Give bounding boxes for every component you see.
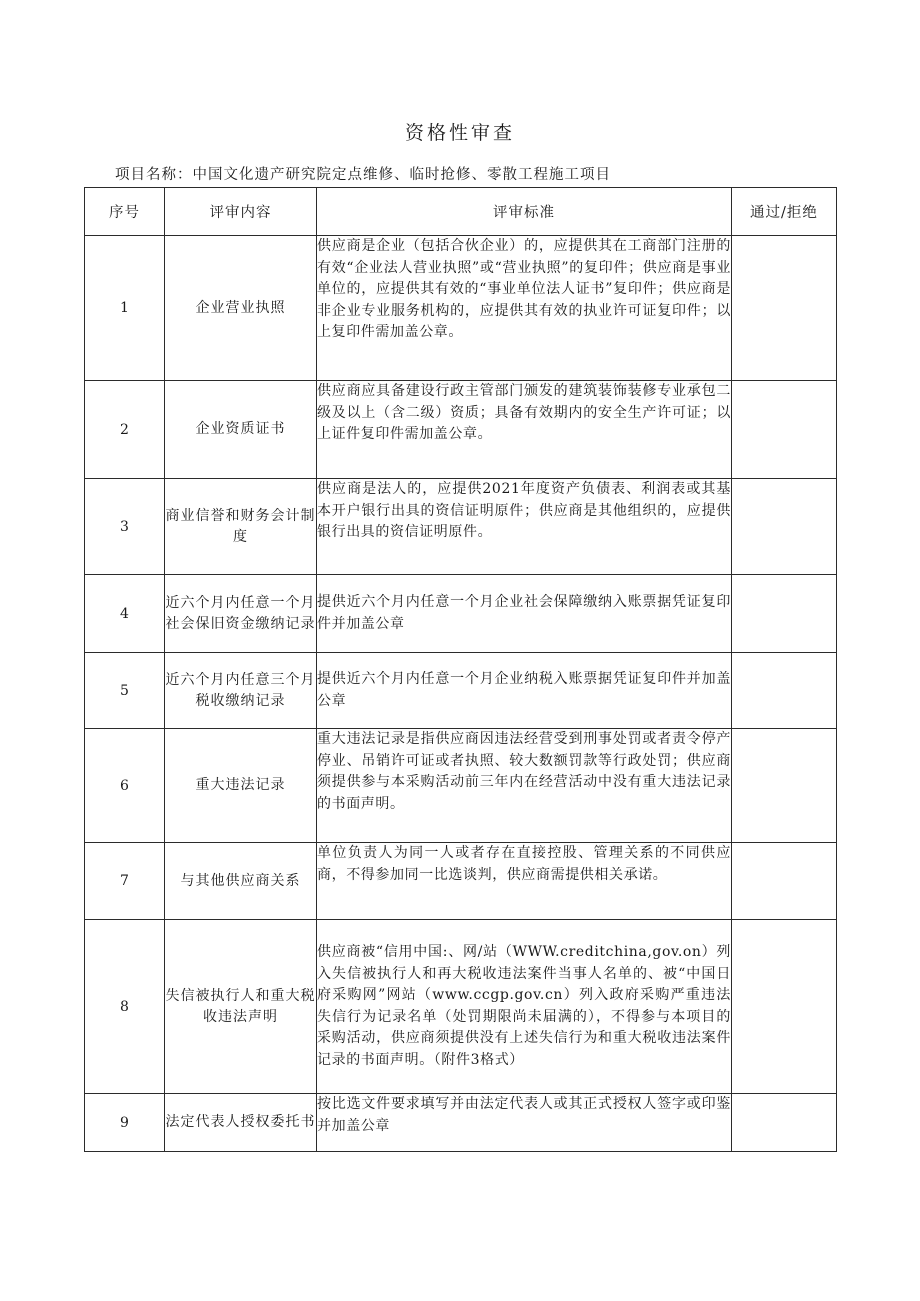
row-standard: 供应商是企业（包括合伙企业）的，应提供其在工商部门注册的有效“企业法人营业执照”或“营业执照”的复印件；供应商是事业单位的，应提供其有效的“事业单位法人证书”复印件；供应商是非企业专业服务机构的，应提供其有效的执业许可证复印件；以上复印件需加盖公章。	[317, 236, 732, 381]
row-result-cell[interactable]	[732, 920, 837, 1094]
row-result-cell[interactable]	[732, 653, 837, 729]
table-row	[85, 236, 837, 381]
row-result-cell[interactable]	[732, 729, 837, 843]
header-no: 序号	[85, 188, 165, 236]
table-row	[85, 381, 837, 479]
row-standard: 供应商是法人的，应提供2021年度资产负债表、利润表或其基本开户银行出具的资信证明原件；供应商是其他组织的，应提供银行出具的资信证明原件。	[317, 479, 732, 575]
row-content: 与其他供应商关系	[165, 843, 317, 920]
row-content: 企业资质证书	[165, 381, 317, 479]
table-row	[85, 653, 837, 729]
row-content: 失信被执行人和重大税收违法声明	[165, 920, 317, 1094]
project-name-line: 项目名称：中国文化遗产研究院定点维修、临时抢修、零散工程施工项目	[115, 167, 611, 183]
row-standard: 提供近六个月内任意一个月企业纳税入账票据凭证复印件并加盖公章	[317, 653, 732, 729]
row-no: 7	[85, 843, 165, 920]
row-result-cell[interactable]	[732, 381, 837, 479]
row-content: 企业营业执照	[165, 236, 317, 381]
row-standard: 提供近六个月内任意一个月企业社会保障缴纳入账票据凭证复印件并加盖公章	[317, 575, 732, 653]
row-no: 1	[85, 236, 165, 381]
qualification-review-table	[84, 187, 837, 1152]
row-content: 近六个月内任意三个月税收缴纳记录	[165, 653, 317, 729]
table-row	[85, 575, 837, 653]
row-content: 近六个月内任意一个月社会保旧资金缴纳记录	[165, 575, 317, 653]
row-result-cell[interactable]	[732, 236, 837, 381]
row-result-cell[interactable]	[732, 843, 837, 920]
row-no: 4	[85, 575, 165, 653]
table-row	[85, 843, 837, 920]
row-standard: 供应商应具备建设行政主管部门颁发的建筑装饰装修专业承包二级及以上（含二级）资质；具备有效期内的安全生产许可证；以上证件复印件需加盖公章。	[317, 381, 732, 479]
row-standard: 按比选文件要求填写并由法定代表人或其正式授权人签字或印鉴并加盖公章	[317, 1094, 732, 1152]
header-standard: 评审标准	[317, 188, 732, 236]
table-row	[85, 729, 837, 843]
row-content: 重大违法记录	[165, 729, 317, 843]
table-header-row	[85, 188, 837, 236]
table-row	[85, 479, 837, 575]
row-no: 9	[85, 1094, 165, 1152]
header-content: 评审内容	[165, 188, 317, 236]
row-no: 6	[85, 729, 165, 843]
row-no: 2	[85, 381, 165, 479]
row-result-cell[interactable]	[732, 479, 837, 575]
row-no: 3	[85, 479, 165, 575]
header-result: 通过/拒绝	[732, 188, 837, 236]
table-row	[85, 1094, 837, 1152]
row-result-cell[interactable]	[732, 575, 837, 653]
row-standard: 重大违法记录是指供应商因违法经营受到刑事处罚或者责令停产停业、吊销许可证或者执照、较大数额罚款等行政处罚；供应商须提供参与本采购活动前三年内在经营活动中没有重大违法记录的书面声明。	[317, 729, 732, 843]
row-no: 8	[85, 920, 165, 1094]
row-content: 法定代表人授权委托书	[165, 1094, 317, 1152]
table-row	[85, 920, 837, 1094]
row-result-cell[interactable]	[732, 1094, 837, 1152]
row-standard: 供应商被“信用中国:、网/站（WWW.creditchina,gov.on）列入失信被执行人和再大税收违法案件当事人名单的、被“中国日府采购网”网站（www.ccgp.gov.cn）列入政府采购严重违法失信行为记录名单（处罚期限尚未届满的），不得参与本项目的采购活动，供应商须提供没有上述失信行为和重大税收违法案件记录的书面声明。（附件3格式）	[317, 920, 732, 1094]
row-no: 5	[85, 653, 165, 729]
row-content: 商业信誉和财务会计制度	[165, 479, 317, 575]
page-title: 资格性审查	[404, 122, 515, 144]
row-standard: 单位负责人为同一人或者存在直接控股、管理关系的不同供应商，不得参加同一比选谈判，供应商需提供相关承诺。	[317, 843, 732, 920]
